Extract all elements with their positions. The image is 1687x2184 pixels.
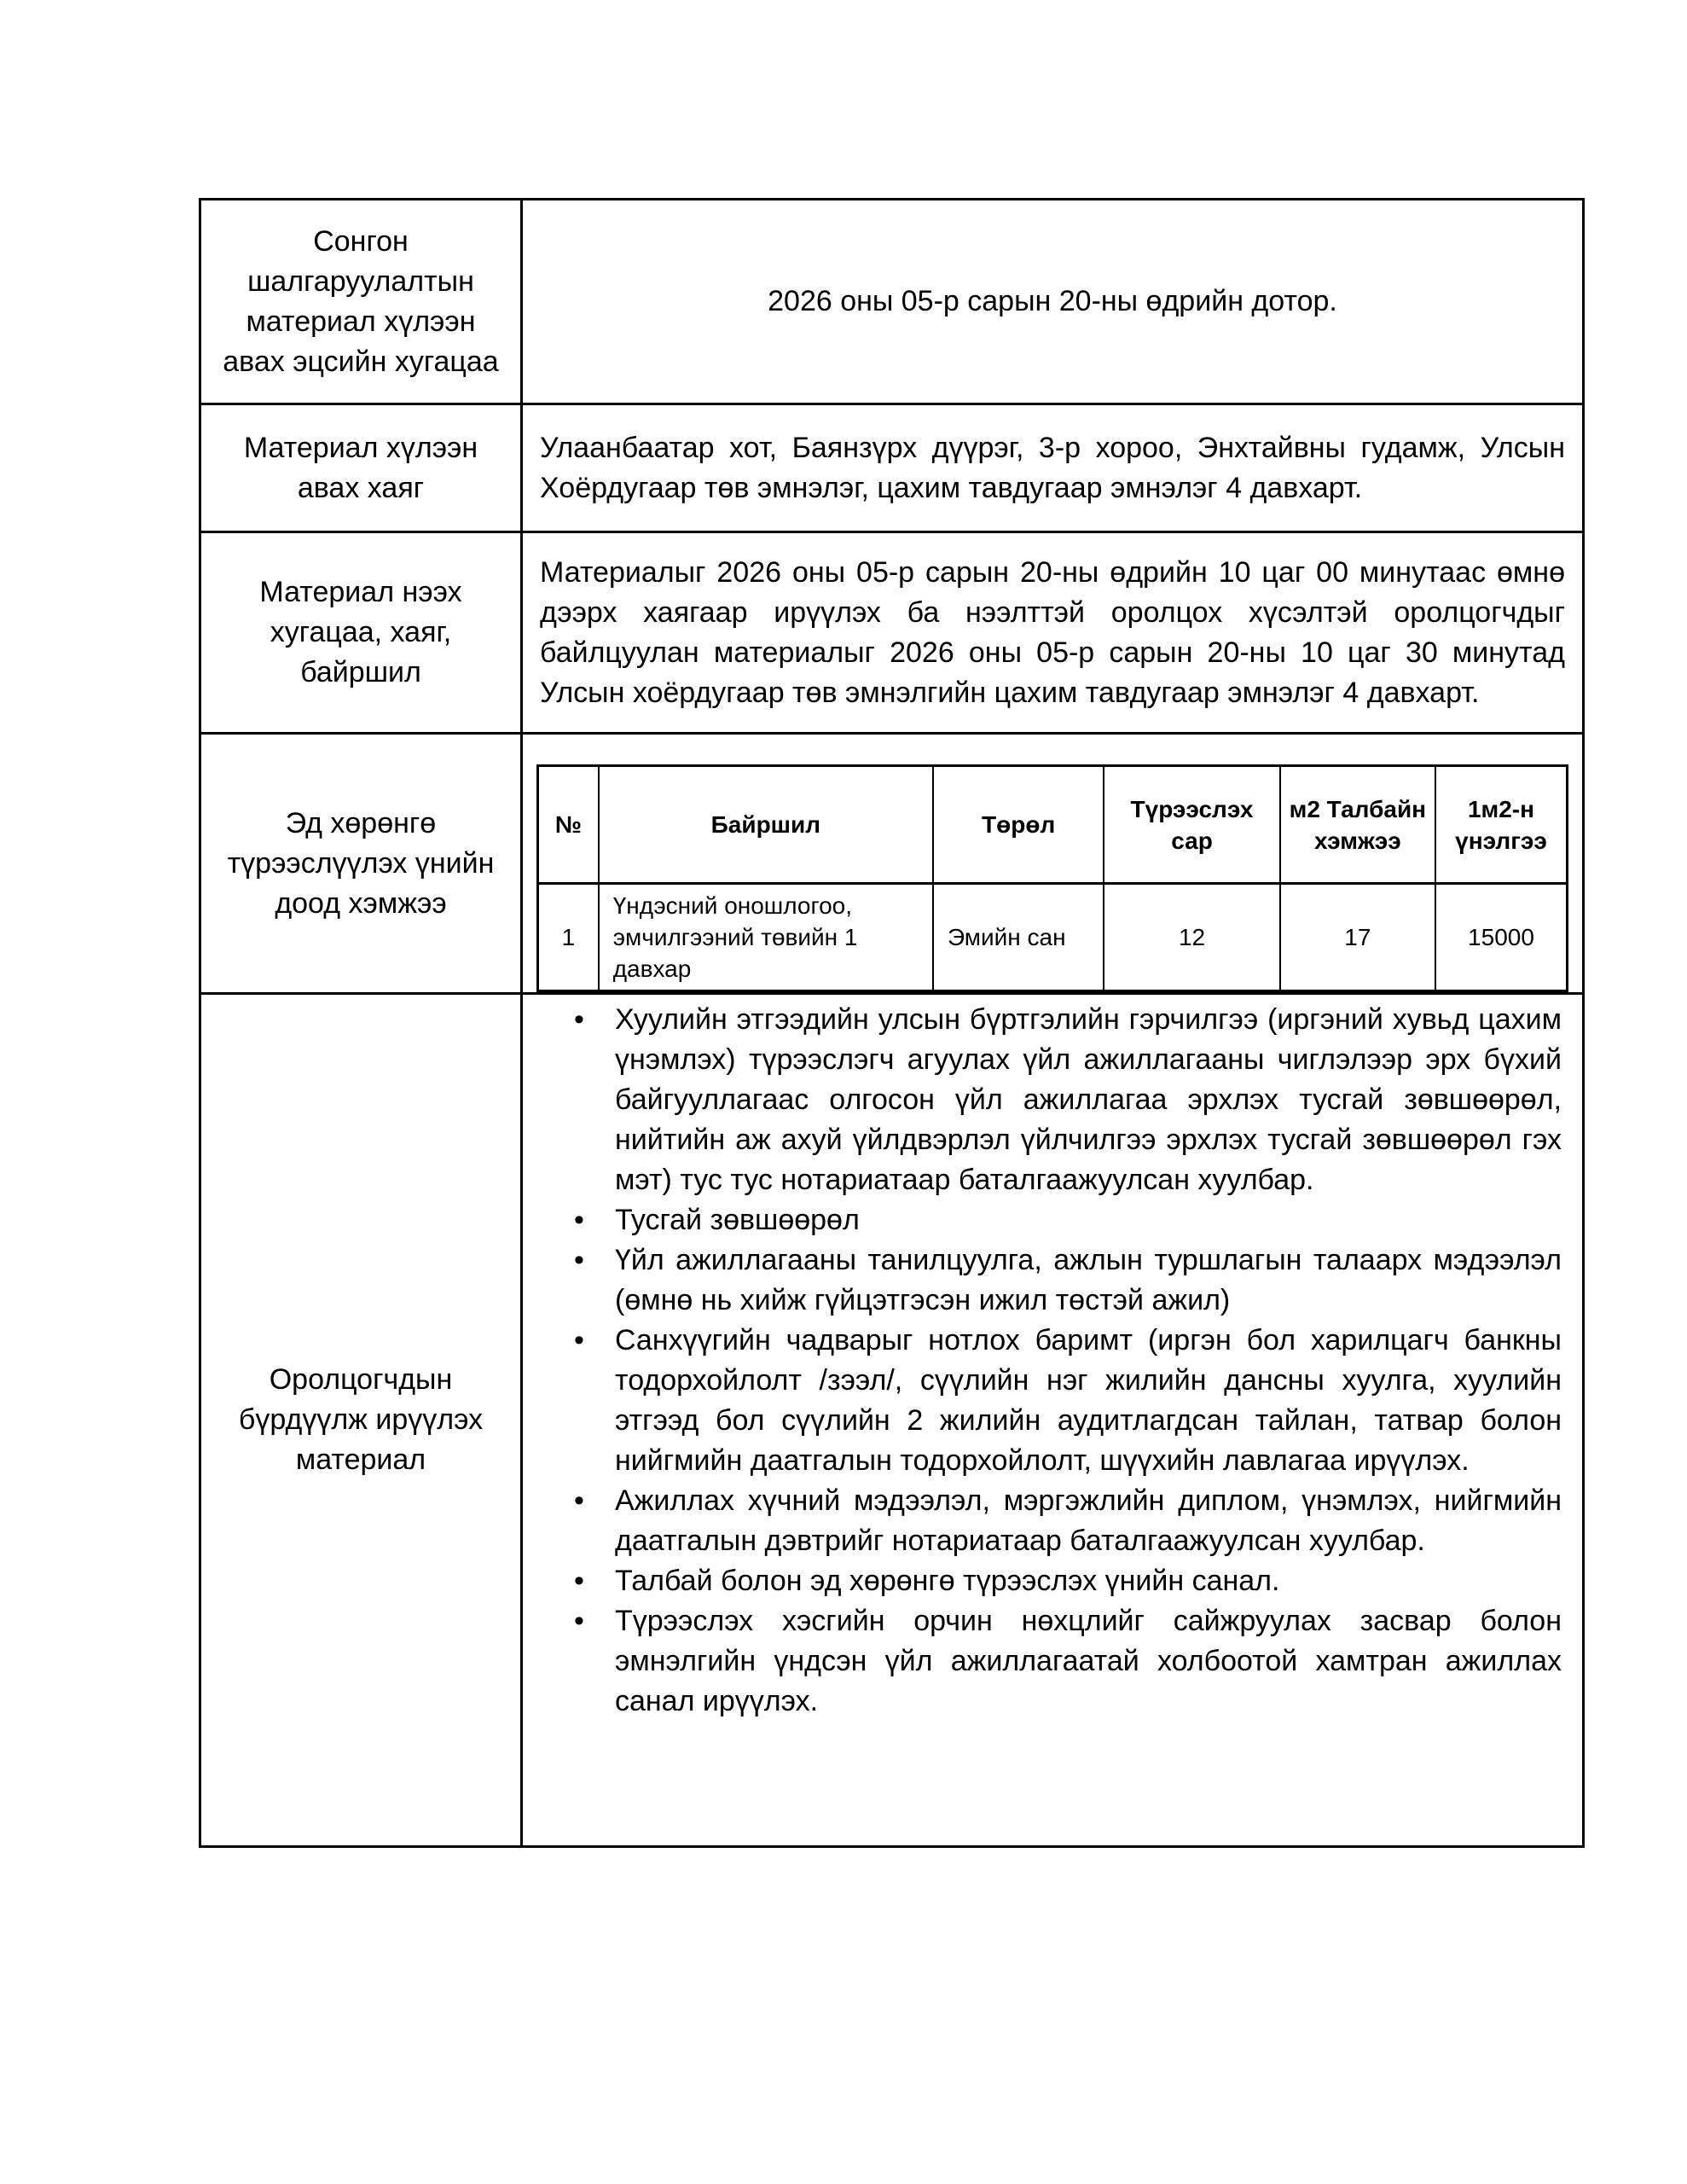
opening-label: Материал нээх хугацаа, хаяг, байршил: [200, 532, 522, 734]
header-lease-months: Түрээслэх сар: [1104, 766, 1279, 884]
document-page: [199, 198, 1585, 1848]
cell-area: 17: [1280, 884, 1435, 991]
requirement-item: • Үйл ажиллагааны танилцуулга, ажлын туршлагын талаарх мэдээлэл (өмнө нь хийж гүйцэтгэсэн ижил төстэй ажил): [615, 1240, 1562, 1321]
tender-info-table: [199, 198, 1585, 1848]
requirement-item: • Түрээслэх хэсгийн орчин нөхцлийг сайжруулах засвар болон эмнэлгийн үндсэн үйл ажиллагаатай холбоотой хамтран ажиллах санал ирүүлэх.: [615, 1601, 1562, 1722]
address-label: Материал хүлээн авах хаяг: [200, 404, 522, 532]
requirement-item: • Хуулийн этгээдийн улсын бүртгэлийн гэрчилгээ (иргэний хувьд цахим үнэмлэх) түрээслэгч агуулах үйл ажиллагааны чиглэлээр эрх бүхий байгууллагаас олгосон үйл ажиллагаа эрхлэх тусгай зөвшөөрөл, нийтийн аж ахуй үйлдвэрлэл үйлчилгээ эрхлэх тусгай зөвшөөрөл гэх мэт) тус тус нотариатаар баталгаажуулсан хуулбар.: [615, 1000, 1562, 1200]
header-unit-price: 1м2-н үнэлгээ: [1435, 766, 1568, 884]
requirement-item: • Тусгай зөвшөөрөл: [615, 1200, 1562, 1240]
cell-num: 1: [538, 884, 599, 991]
min-price-value-cell: [522, 734, 1584, 994]
requirement-item: • Талбай болон эд хөрөнгө түрээслэх үнийн санал.: [615, 1561, 1562, 1601]
row-min-price: [200, 734, 1584, 994]
price-table-row: [538, 884, 1568, 991]
row-deadline: [200, 200, 1584, 404]
row-opening: [200, 532, 1584, 734]
header-num: №: [538, 766, 599, 884]
price-table-header-row: [538, 766, 1568, 884]
min-price-label: Эд хөрөнгө түрээслүүлэх үнийн доод хэмжээ: [200, 734, 522, 994]
row-materials: [200, 994, 1584, 1847]
row-address: [200, 404, 1584, 532]
opening-value: Материалыг 2026 оны 05-р сарын 20-ны өдрийн 10 цаг 00 минутаас өмнө дээрх хаягаар ирүүлэх ба нээлттэй оролцох хүсэлтэй оролцогчдыг байлцуулан материалыг 2026 оны 05-р сарын 20-ны 10 цаг 30 минутад Улсын хоёрдугаар төв эмнэлгийн цахим тавдугаар эмнэлэг 4 давхарт.: [522, 532, 1584, 734]
header-type: Төрөл: [933, 766, 1104, 884]
header-location: Байршил: [599, 766, 933, 884]
deadline-label: Сонгон шалгаруулалтын материал хүлээн авах эцсийн хугацаа: [200, 200, 522, 404]
requirement-item: • Санхүүгийн чадварыг нотлох баримт (иргэн бол харилцагч банкны тодорхойлолт /зээл/, сүүлийн нэг жилийн дансны хуулга, хуулийн этгээд бол сүүлийн 2 жилийн аудитлагдсан тайлан, татвар болон нийгмийн даатгалын тодорхойлолт, шүүхийн лавлагаа ирүүлэх.: [615, 1321, 1562, 1481]
cell-type: Эмийн сан: [933, 884, 1104, 991]
price-table: [536, 764, 1568, 992]
header-area: м2 Талбайн хэмжээ: [1280, 766, 1435, 884]
cell-lease-months: 12: [1104, 884, 1279, 991]
materials-value-cell: [522, 994, 1584, 1847]
address-value: Улаанбаатар хот, Баянзүрх дүүрэг, 3-р хороо, Энхтайвны гудамж, Улсын Хоёрдугаар төв эмнэлэг, цахим тавдугаар эмнэлэг 4 давхарт.: [522, 404, 1584, 532]
cell-location: Үндэсний оношлогоо, эмчилгээний төвийн 1 давхар: [599, 884, 933, 991]
cell-unit-price: 15000: [1435, 884, 1568, 991]
deadline-value: 2026 оны 05-р сарын 20-ны өдрийн дотор.: [522, 200, 1584, 404]
materials-label: Оролцогчдын бүрдүүлж ирүүлэх материал: [200, 994, 522, 1847]
requirement-item: • Ажиллах хүчний мэдээлэл, мэргэжлийн диплом, үнэмлэх, нийгмийн даатгалын дэвтрийг нотариатаар баталгаажуулсан хуулбар.: [615, 1481, 1562, 1561]
requirements-list: [540, 1000, 1562, 1722]
